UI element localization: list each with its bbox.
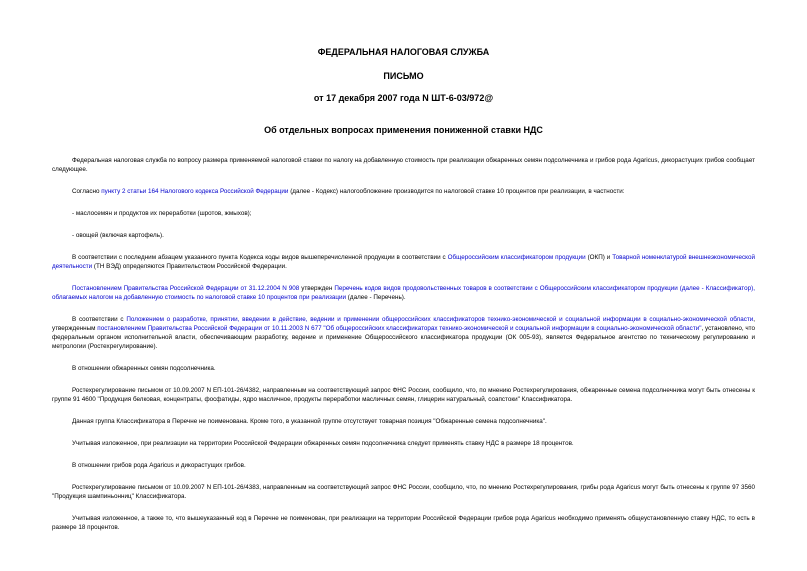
paragraph-sunflower-heading: В отношении обжаренных семян подсолнечника.: [72, 365, 216, 372]
document-reference: от 17 декабря 2007 года N ШТ-6-03/972@: [313, 93, 494, 103]
link-resolution-677[interactable]: постановлением Правительства Российской Федерации от 10.11.2003 N 677 "Об общероссийских классификаторах технико-экономической и социальной информации в социально-экономической области": [97, 325, 702, 332]
paragraph-mushroom-letter: Ростехрегулирование письмом от 10.09.2007 N ЕП-101-26/4383, направленным на соответствующий запрос ФНС России, сообщило, что, по мнению Ростехрегулирования, грибы рода Agaricus могут быть отнесены к группе 97 3560 "Продукция шампиньонниц" Классификатора.: [52, 484, 755, 500]
paragraph-intro: Федеральная налоговая служба по вопросу размера применяемой налоговой ставки по налогу на добавленную стоимость при реализации обжаренных семян подсолнечника и грибов рода Agaricus, дикорастущих грибов сообщает следующее.: [52, 157, 755, 173]
link-tax-code-article[interactable]: пункту 2 статьи 164 Налогового кодекса Российской Федерации: [101, 188, 289, 195]
paragraph-resolution: Постановлением Правительства Российской Федерации от 31.12.2004 N 908 утвержден Перечень кодов видов продовольственных товаров в соответствии с Общероссийским классификатором продукции (далее - Классификатор), облагаемых налогом на добавленную стоимость по налоговой ставке 10 процентов при реализации (далее - Перечень).: [52, 285, 755, 301]
agency-title: ФЕДЕРАЛЬНАЯ НАЛОГОВАЯ СЛУЖБА: [317, 47, 490, 57]
document-type: ПИСЬМО: [383, 71, 424, 81]
paragraph-sunflower-letter: Ростехрегулирование письмом от 10.09.2007 N ЕП-101-26/4382, направленным на соответствующий запрос ФНС России, сообщило, что, по мнению Ростехрегулирования, обжаренные семена подсолнечника могут быть отнесены к группе 91 4600 "Продукция белковая, концентраты, фосфатиды, ядро масличное, продукты переработки масличных семян, глицерин натуральный, соапстоки" Классификатора.: [52, 387, 755, 403]
paragraph-sunflower-group: Данная группа Классификатора в Перечне не поименована. Кроме того, в указанной группе отсутствует товарная позиция "Обжаренные семена подсолнечника".: [72, 418, 547, 425]
list-item-oilseeds: - маслосемян и продуктов их переработки (шротов, жмыхов);: [72, 210, 252, 217]
paragraph-sunflower-conclusion: Учитывая изложенное, при реализации на территории Российской Федерации обжаренных семян подсолнечника следует применять ставку НДС в размере 18 процентов.: [72, 440, 574, 447]
link-classifier-regulation[interactable]: Положением о разработке, принятии, введении в действие, ведении и применении общероссийских классификаторов технико-экономической и социальной информации в социально-экономической области: [126, 316, 754, 323]
list-item-vegetables: - овощей (включая картофель).: [72, 232, 164, 239]
paragraph-codes: В соответствии с последним абзацем указанного пункта Кодекса коды видов вышеперечисленной продукции в соответствии с Общероссийским классификатором продукции (ОКП) и Товарной номенклатурой внешнеэкономической деятельности (ТН ВЭД) определяются Правительством Российской Федерации.: [52, 254, 755, 270]
paragraph-mushroom-conclusion: Учитывая изложенное, а также то, что вышеуказанный код в Перечне не поименован, при реализации на территории Российской Федерации грибов рода Agaricus необходимо применять общеустановленную ставку НДС, то есть в размере 18 процентов.: [52, 515, 755, 531]
link-okp[interactable]: Общероссийским классификатором продукции: [447, 254, 586, 261]
paragraph-mushroom-heading: В отношении грибов рода Agaricus и дикорастущих грибов.: [72, 462, 246, 469]
link-tn-ved[interactable]: Товарной номенклатурой внешнеэкономической деятельности: [52, 254, 755, 270]
paragraph-tax-rate: Согласно пункту 2 статьи 164 Налогового кодекса Российской Федерации (далее - Кодекс) налогообложение производится по налоговой ставке 10 процентов при реализации, в частности:: [72, 188, 625, 195]
link-product-list[interactable]: Перечень кодов видов продовольственных товаров в соответствии с Общероссийским классификатором продукции (далее - Классификатор), облагаемых налогом на добавленную стоимость по налоговой ставке 10 процентов при реализации: [52, 285, 755, 301]
link-resolution-908[interactable]: Постановлением Правительства Российской Федерации от 31.12.2004 N 908: [72, 285, 300, 292]
document-subject: Об отдельных вопросах применения пониженной ставки НДС: [264, 125, 543, 135]
document-body: [52, 156, 755, 532]
paragraph-regulation: В соответствии с Положением о разработке, принятии, введении в действие, ведении и применении общероссийских классификаторов технико-экономической и социальной информации в социально-экономической области, утвержденным постановлением Правительства Российской Федерации от 10.11.2003 N 677 "Об общероссийских классификаторах технико-экономической и социальной информации в социально-экономической области", установлено, что федеральным органом исполнительной власти, обеспечивающим разработку, ведение и применение Общероссийского классификатора продукции (ОК 005-93), является Федеральное агентство по техническому регулированию и метрологии (Ростехрегулирование).: [52, 316, 755, 350]
